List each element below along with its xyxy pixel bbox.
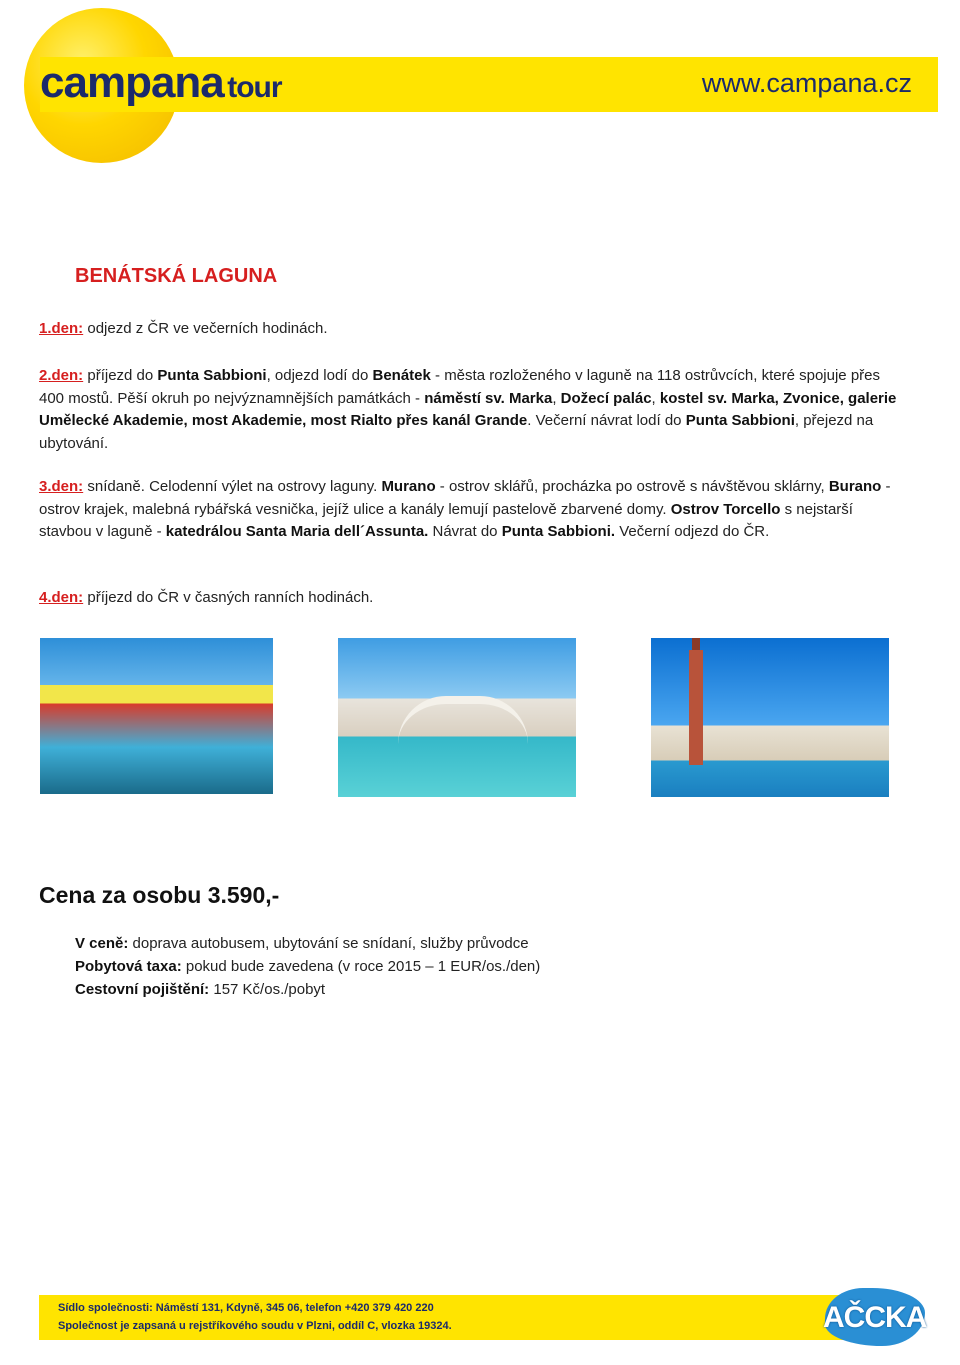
text: , (552, 389, 561, 407)
bold-text: náměstí sv. Marka (424, 389, 553, 407)
rialto-photo (338, 638, 576, 797)
day-4 (39, 587, 909, 610)
page-title: BENÁTSKÁ LAGUNA (75, 265, 278, 287)
bold-text: Punta Sabbioni. (501, 523, 616, 540)
text: - města rozloženého v laguně na 118 ostrůvcích, které spojuje přes 400 mostů. Pěší okruh po nejvýznamnějších památkách - (39, 367, 880, 407)
text: - ostrov sklářů, procházka po ostrově s návštěvou sklárny, (435, 478, 829, 495)
bold-text: Ostrov Torcello (670, 500, 781, 518)
bold-text: Punta Sabbioni (685, 412, 795, 429)
info-label: Pobytová taxa: (75, 958, 182, 975)
bold-text: Dožecí palác (560, 389, 652, 407)
website-url[interactable]: www.campana.cz (701, 68, 912, 98)
day-1 (39, 318, 909, 341)
text: , přejezd na ubytování. (39, 412, 874, 452)
logo-sub: tour (227, 71, 282, 104)
info-text: doprava autobusem, ubytování se snídaní, služby průvodce (128, 935, 529, 952)
text: , (651, 389, 660, 407)
text: , odjezd lodí do (266, 367, 373, 384)
info-tax (75, 958, 540, 975)
bold-text: Burano (828, 478, 882, 495)
day-4-label: 4.den: (39, 589, 84, 606)
campana-tour-logo (40, 58, 282, 108)
info-insurance (75, 981, 325, 998)
day-1-text: odjezd z ČR ve večerních hodinách. (83, 320, 328, 337)
burano-photo (40, 638, 273, 794)
footer-registration: Společnost je zapsaná u rejstříkového soudu v Plzni, oddíl C, vlozka 19324. (58, 1320, 452, 1332)
day-2-label: 2.den: (39, 367, 84, 384)
bold-text: Punta Sabbioni (157, 367, 267, 384)
accka-badge-text: AČCKA (823, 1301, 927, 1334)
info-text: 157 Kč/os./pobyt (209, 981, 326, 998)
info-label: V ceně: (75, 935, 129, 952)
logo-main: campana (40, 58, 224, 107)
info-included (75, 935, 529, 952)
day-4-text: příjezd do ČR v časných ranních hodinách. (83, 589, 374, 606)
text: . Večerní návrat lodí do (527, 412, 686, 429)
info-text: pokud bude zavedena (v roce 2015 – 1 EUR/os./den) (181, 958, 541, 975)
price-heading: Cena za osobu 3.590,- (39, 882, 280, 908)
day-2 (39, 365, 909, 455)
day-1-label: 1.den: (39, 320, 84, 337)
bold-text: Benátek (372, 367, 431, 384)
bridge-shape (398, 696, 528, 744)
text: Návrat do (428, 523, 502, 540)
bold-text: Murano (381, 478, 436, 495)
header (0, 0, 960, 170)
info-label: Cestovní pojištění: (75, 981, 210, 998)
day-3-label: 3.den: (39, 478, 84, 495)
day-3 (39, 476, 909, 544)
bold-text: katedrálou Santa Maria dell´Assunta. (165, 523, 429, 540)
text: snídaně. Celodenní výlet na ostrovy laguny. (83, 478, 382, 495)
san-marco-photo (651, 638, 889, 797)
bold-text: kostel sv. Marka, Zvonice, galerie Umělecké Akademie, most Akademie, most Rialto přes kanál Grande (39, 389, 897, 429)
footer-address: Sídlo společnosti: Náměstí 131, Kdyně, 345 06, telefon +420 379 420 220 (58, 1302, 434, 1314)
campanile-tower (689, 650, 703, 765)
accka-logo (815, 1283, 925, 1353)
text: - ostrov krajek, malebná rybářská vesnička, jejíž ulice a kanály lemují pastelově zbarvené domy. (39, 478, 891, 518)
text: s nejstarší stavbou v laguně - (39, 500, 853, 540)
text: příjezd do (83, 367, 158, 384)
text: Večerní odjezd do ČR. (615, 523, 770, 540)
